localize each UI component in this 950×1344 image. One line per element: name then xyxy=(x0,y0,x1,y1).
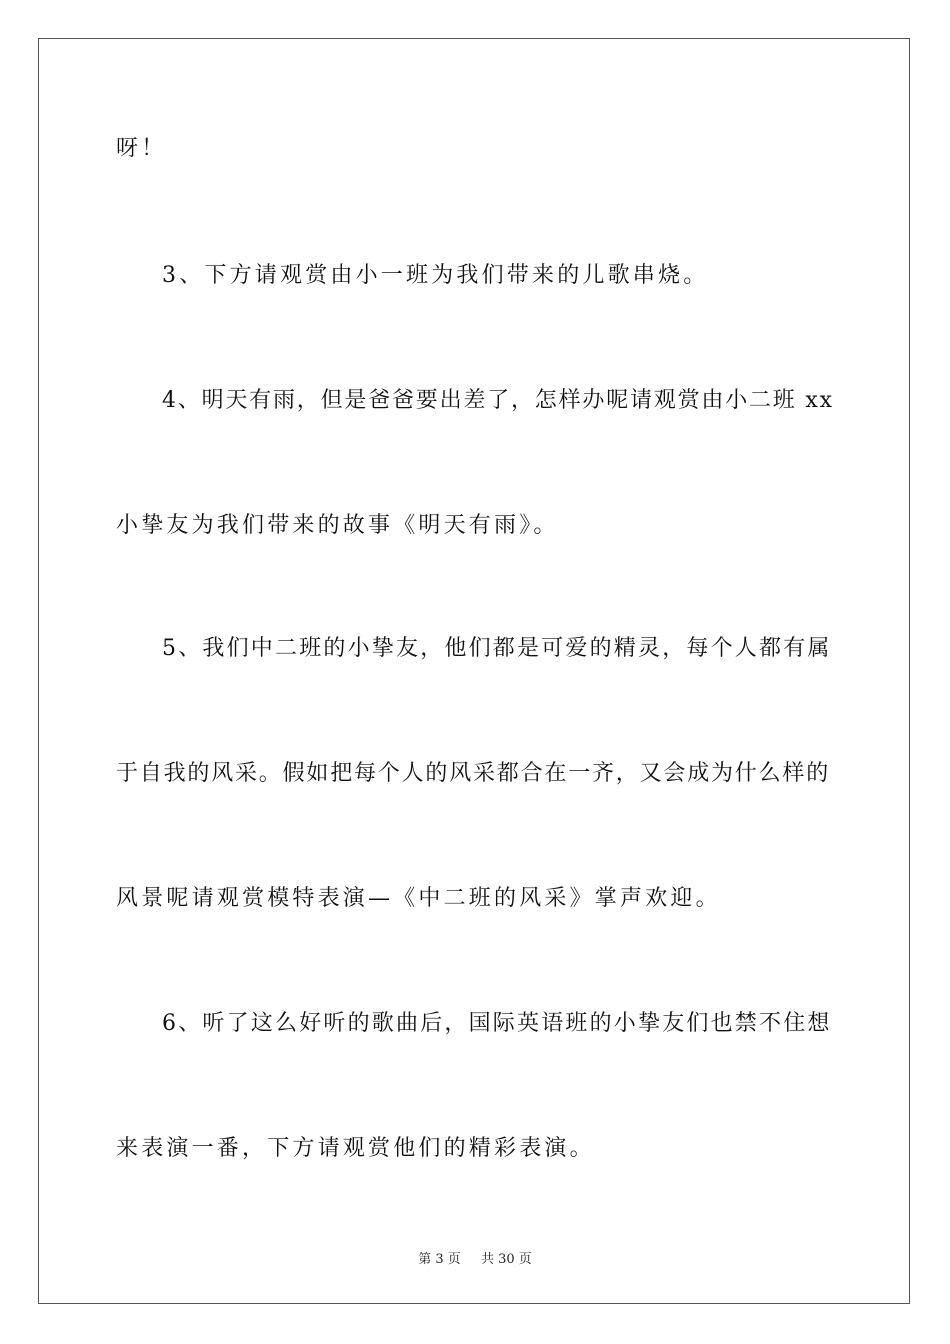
page-border xyxy=(38,38,910,1304)
page-number: 第 3 页 xyxy=(418,1252,461,1267)
text-line-2: 3、下方请观赏由小一班为我们带来的儿歌串烧。 xyxy=(162,263,709,288)
page-total: 共 30 页 xyxy=(480,1252,532,1267)
text-line-5: 5、我们中二班的小挚友，他们都是可爱的精灵，每个人都有属 xyxy=(162,636,832,661)
text-line-9: 来表演一番，下方请观赏他们的精彩表演。 xyxy=(116,1136,595,1161)
text-line-8: 6、听了这么好听的歌曲后，国际英语班的小挚友们也禁不住想 xyxy=(162,1011,832,1036)
text-line-6: 于自我的风采。假如把每个人的风采都合在一齐，又会成为什么样的 xyxy=(116,761,831,786)
page-footer xyxy=(0,1248,950,1267)
text-line-1: 呀！ xyxy=(116,136,167,161)
text-line-7: 风景呢请观赏模特表演—《中二班的风采》掌声欢迎。 xyxy=(116,886,721,911)
text-line-3: 4、明天有雨，但是爸爸要出差了，怎样办呢请观赏由小二班 xx xyxy=(162,388,834,413)
text-line-4: 小挚友为我们带来的故事《明天有雨》。 xyxy=(116,513,559,538)
